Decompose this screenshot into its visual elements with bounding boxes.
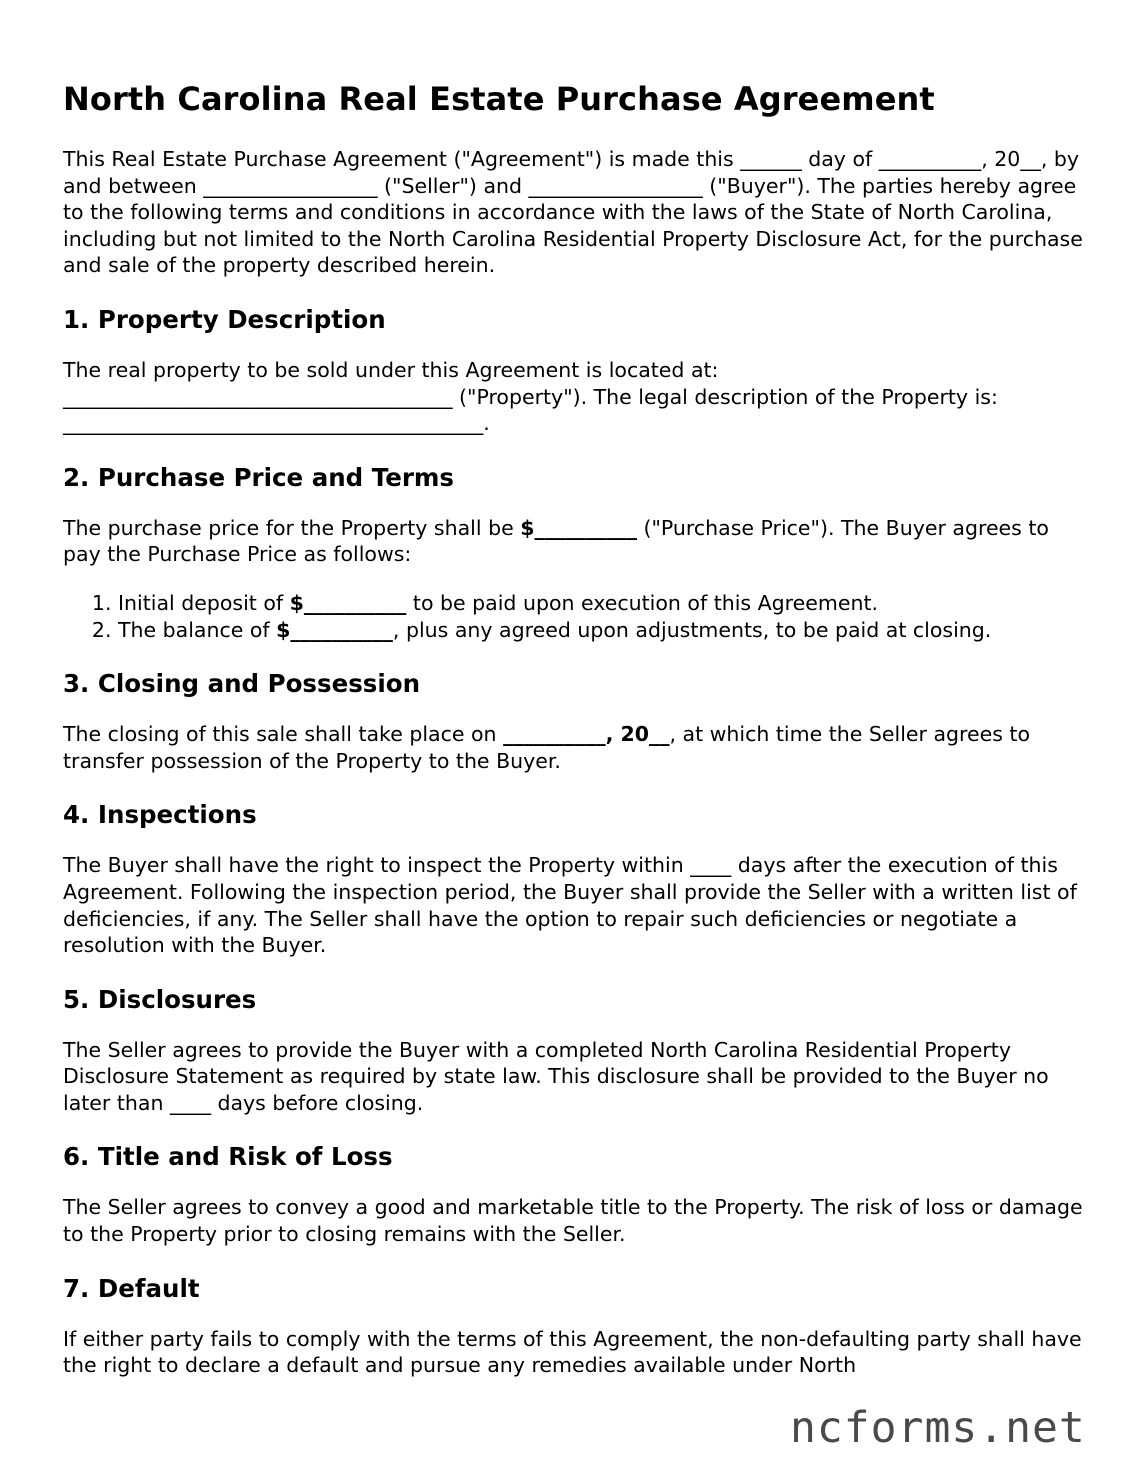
text-segment: to be paid upon execution of this Agreement. <box>406 590 878 615</box>
text-segment: ("Purchase Price"). The Buyer agrees to pay the Purchase Price as follows: <box>63 515 1049 567</box>
text-segment: , at which time the Seller agrees to transfer possession of the Property to the Buyer. <box>63 722 1031 773</box>
text-segment: , plus any agreed upon adjustments, to be paid at closing. <box>392 617 992 642</box>
section-property-description <box>63 305 1093 437</box>
section-heading: 4. Inspections <box>63 800 257 830</box>
text-segment: The balance of <box>118 617 277 642</box>
section-heading: 1. Property Description <box>63 304 386 334</box>
list-item <box>118 617 1093 644</box>
document-title: North Carolina Real Estate Purchase Agreement <box>63 80 935 118</box>
price-blank: $__________ <box>520 515 637 540</box>
section-heading: 3. Closing and Possession <box>63 669 421 699</box>
section-title-risk <box>63 1142 1093 1247</box>
section-default <box>63 1274 1093 1379</box>
section-heading: 5. Disclosures <box>63 984 257 1014</box>
text-segment: The closing of this sale shall take place on <box>63 722 504 747</box>
closing-date-blank: __________, 20__ <box>503 722 670 747</box>
section-heading: 6. Title and Risk of Loss <box>63 1142 393 1172</box>
section-text: The Seller agrees to provide the Buyer with a completed North Carolina Residential Property Disclosure Statement as required by state law. This disclosure shall be provided to the Buyer no later than ____ days before closing. <box>63 1037 1049 1115</box>
balance-blank: $__________ <box>276 617 393 642</box>
watermark: ncforms.net <box>790 1403 1086 1453</box>
section-heading: 2. Purchase Price and Terms <box>63 462 455 492</box>
section-heading: 7. Default <box>63 1273 200 1303</box>
section-text <box>63 515 1093 568</box>
section-purchase-price <box>63 463 1093 643</box>
section-closing-possession <box>63 669 1093 774</box>
list-item <box>118 590 1093 617</box>
payment-list <box>63 590 1093 643</box>
section-inspections <box>63 800 1093 958</box>
section-text: The Seller agrees to convey a good and marketable title to the Property. The risk of loss or damage to the Property prior to closing remains with the Seller. <box>63 1195 1083 1247</box>
section-text: The Buyer shall have the right to inspect the Property within ____ days after the execution of this Agreement. Following the inspection period, the Buyer shall provide the Seller with a written list of deficiencies, if any. The Seller shall have the option to repair such deficiencies or negotiate a resolution with the Buyer. <box>63 853 1077 958</box>
section-text: If either party fails to comply with the terms of this Agreement, the non-defaulting party shall have the right to declare a default and pursue any remedies available under North <box>63 1326 1082 1378</box>
text-segment: Initial deposit of <box>118 590 290 615</box>
intro-paragraph: This Real Estate Purchase Agreement ("Agreement") is made this ______ day of __________, 20__, by and between _________________ ("Seller") and _________________ ("Buyer"). The parties hereby agree to the following terms and conditions in accordance with the laws of the State of North Carolina, including but not limited to the North Carolina Residential Property Disclosure Act, for the purchase and sale of the property described herein. <box>63 147 1083 278</box>
text-segment: The purchase price for the Property shall be <box>63 515 521 540</box>
document-page <box>63 78 1093 1405</box>
section-disclosures <box>63 985 1093 1117</box>
deposit-blank: $__________ <box>289 590 407 615</box>
section-text <box>63 721 1093 774</box>
section-text: The real property to be sold under this Agreement is located at: ______________________________________ ("Property"). The legal description of the Property is: _________________________________________. <box>63 357 998 436</box>
